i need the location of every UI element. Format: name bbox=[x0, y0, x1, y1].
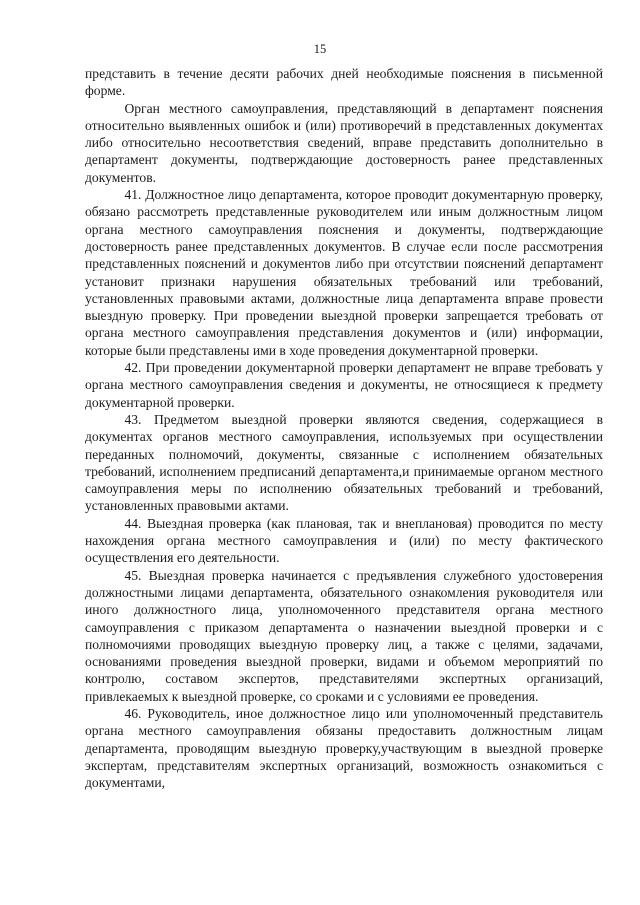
page-number: 15 bbox=[313, 42, 327, 56]
paragraph-43: 43. Предметом выездной проверки являются сведения, содержащиеся в документах органов местного самоуправления, используемых при осуществлении переданных полномочий, документы, связанные с исполнением обязательных требований, исполнением предписаний департамента,и принимаемые органом местного самоуправления меры по исполнению обязательных требований и требований, установленных правовыми актами. bbox=[85, 411, 603, 514]
document-body bbox=[85, 65, 603, 791]
paragraph-local-authority-explanations: Орган местного самоуправления, представляющий в департамент пояснения относительно выявленных ошибок и (или) противоречий в представленных документах либо относительно несоответствия сведений, вправе представить дополнительно в департамент документы, подтверждающие достоверность ранее представленных документов. bbox=[85, 100, 603, 185]
paragraph-continuation: представить в течение десяти рабочих дней необходимые пояснения в письменной форме. bbox=[85, 66, 603, 99]
paragraph-44: 44. Выездная проверка (как плановая, так и внеплановая) проводится по месту нахождения органа местного самоуправления и (или) по месту фактического осуществления его деятельности. bbox=[85, 515, 603, 566]
paragraph-41: 41. Должностное лицо департамента, которое проводит документарную проверку, обязано рассмотреть представленные руководителем или иным должностным лицом органа местного самоуправления пояснения и документы, подтверждающие достоверность ранее представленных документов. В случае если после рассмотрения представленных пояснений и документов либо при отсутствии пояснений департамент установит признаки нарушения обязательных требований или требований, установленных правовыми актами, должностные лица департамента вправе провести выездную проверку. При проведении выездной проверки запрещается требовать от органа местного самоуправления представления документов и (или) информации, которые были представлены ими в ходе проведения документарной проверки. bbox=[85, 187, 603, 358]
paragraph-46: 46. Руководитель, иное должностное лицо или уполномоченный представитель органа местного самоуправления обязаны предоставить должностным лицам департамента, проводящим выездную проверку,участвующим в выездной проверке экспертам, представителям экспертных организаций, возможность ознакомиться с документами, bbox=[85, 705, 603, 791]
paragraph-42: 42. При проведении документарной проверки департамент не вправе требовать у органа местного самоуправления сведения и документы, не относящиеся к предмету документарной проверки. bbox=[85, 360, 603, 410]
paragraph-45: 45. Выездная проверка начинается с предъявления служебного удостоверения должностными лицами департамента, обязательного ознакомления руководителя или иного должностного лица, уполномоченного представителя органа местного самоуправления с приказом департамента о назначении выездной проверки и с полномочиями проводящих выездную проверку лиц, а также с целями, задачами, основаниями проведения выездной проверки, видами и объемом мероприятий по контролю, составом экспертов, представителями экспертных организаций, привлекаемых к выездной проверке, со сроками и с условиями ее проведения. bbox=[85, 567, 603, 704]
